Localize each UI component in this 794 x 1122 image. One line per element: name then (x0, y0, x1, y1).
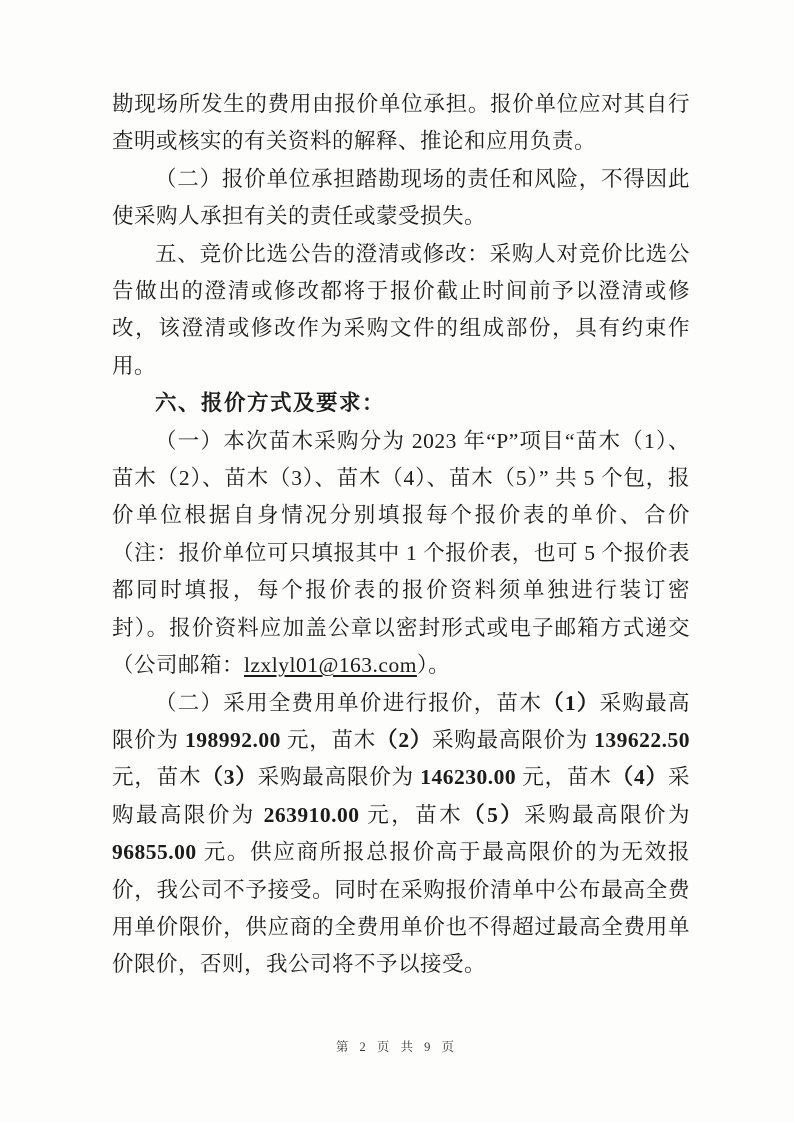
text-run: ）。 (416, 653, 451, 678)
text-run: 元。供应商所报总报价高于最高限价的为无效报价，我公司不予接受。同时在采购报价清单中公布最高全费用单价限价，供应商的全费用单价也不得超过最高全费用单价限价，否则，我公司将不予以接受。 (112, 840, 690, 977)
page-footer: 第 2 页 共 9 页 (335, 1040, 459, 1054)
text-run: 勘现场所发生的费用由报价单位承担。报价单位应对其自行查明或核实的有关资料的解释、推论和应用负责。 (112, 92, 690, 154)
text-run: （二）采用全费用单价进行报价，苗木 (155, 690, 543, 715)
text-run: （2） (376, 727, 433, 752)
text-run: 采购最高限价为 (112, 690, 690, 752)
text-run: （5） (463, 802, 525, 827)
text-run: 139622.50 (594, 727, 690, 752)
text-run: （3） (201, 765, 258, 790)
text-run: 采购最高限价为 (432, 727, 595, 752)
paragraph (112, 161, 690, 236)
text-run: 采购最高限价为 (524, 802, 690, 827)
text-run: 元，苗木 (516, 765, 612, 790)
paragraph (112, 423, 690, 685)
email-text: lzxlyl01@163.com (244, 653, 417, 678)
document-body (112, 86, 690, 984)
text-run: 96855.00 (112, 840, 197, 865)
text-run: 采购最高限价为 (112, 765, 690, 827)
paragraph (112, 86, 690, 161)
text-run: 五、竞价比选公告的澄清或修改：采购人对竞价比选公告做出的澄清或修改都将于报价截止时间前予以澄清或修改，该澄清或修改作为采购文件的组成部份，具有约束作用。 (112, 241, 690, 378)
text-run: 198992.00 (184, 727, 281, 752)
text-run: 146230.00 (420, 765, 517, 790)
text-run: （1） (542, 690, 600, 715)
text-run: （4） (611, 765, 668, 790)
text-run: 采购最高限价为 (257, 765, 421, 790)
paragraph (112, 685, 690, 984)
text-run: 263910.00 (263, 802, 360, 827)
text-run: 元，苗木 (359, 802, 464, 827)
section-heading (112, 385, 690, 422)
paragraph (112, 236, 690, 386)
text-run: （一）本次苗木采购分为 2023 年“P”项目“苗木（1）、苗木（2）、苗木（3）、苗木（4）、苗木（5）” 共 5 个包，报价单位根据自身情况分别填报每个报价表的单价、合价（注：报价单位可只填报其中 1 个报价表，也可 5 个报价表都同时填报，每个报价表的报价资料须单独进行装订密封）。报价资料应加盖公章以密封形式或电子邮箱方式递交（公司邮箱： (112, 428, 690, 678)
text-run: 元，苗木 (112, 765, 202, 790)
text-run: 六、报价方式及要求： (155, 391, 386, 416)
text-run: （二）报价单位承担踏勘现场的责任和风险，不得因此使采购人承担有关的责任或蒙受损失。 (112, 166, 690, 229)
text-run: 元，苗木 (280, 727, 377, 752)
